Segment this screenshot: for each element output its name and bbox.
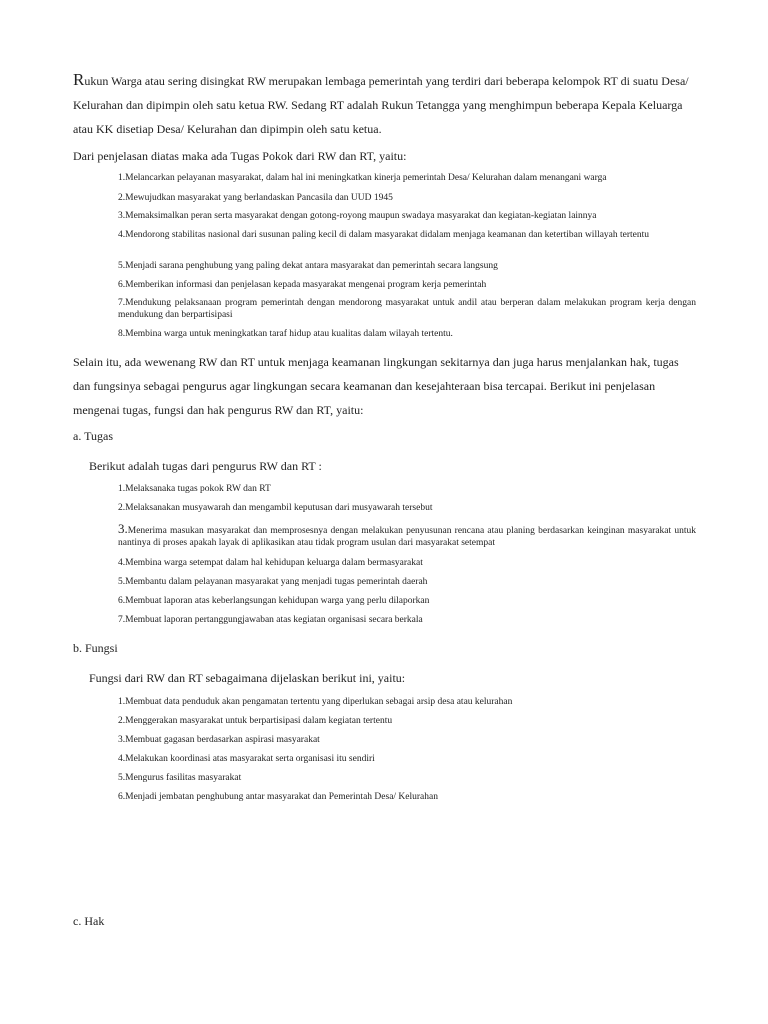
list-item bbox=[118, 523, 696, 549]
list-item: 5.Membantu dalam pelayanan masyarakat yang menjadi tugas pemerintah daerah bbox=[118, 577, 428, 587]
intro-paragraph bbox=[73, 68, 693, 141]
list-item: 1.Melancarkan pelayanan masyarakat, dalam hal ini meningkatkan kinerja pemerintah Desa/ Kelurahan dalam menangani warga bbox=[118, 173, 607, 183]
list-item: 2.Menggerakan masyarakat untuk berpartisipasi dalam kegiatan tertentu bbox=[118, 716, 393, 726]
tugas-lead: Berikut adalah tugas dari pengurus RW dan RT : bbox=[89, 459, 322, 473]
list-item: 6.Menjadi jembatan penghubung antar masyarakat dan Pemerintah Desa/ Kelurahan bbox=[118, 792, 438, 802]
list-item: 8.Membina warga untuk meningkatkan taraf hidup atau kualitas dalam wilayah tertentu. bbox=[118, 329, 453, 339]
list-item: 7.Mendukung pelaksanaan program pemerintah dengan mendorong masyarakat untuk andil atau berperan dalam melakukan program kerja dengan mendukung dan berpartisipasi bbox=[118, 298, 696, 320]
list-item: 1.Membuat data penduduk akan pengamatan tertentu yang diperlukan sebagai arsip desa atau kelurahan bbox=[118, 697, 513, 707]
list-item: 4.Mendorong stabilitas nasional dari susunan paling kecil di dalam masyarakat didalam menjaga keamanan dan ketertiban willayah tertentu bbox=[118, 230, 650, 240]
list-item: 3.Membuat gagasan berdasarkan aspirasi masyarakat bbox=[118, 735, 320, 745]
section-heading-tugas: a. Tugas bbox=[73, 429, 114, 443]
list-item: 1.Melaksanaka tugas pokok RW dan RT bbox=[118, 484, 271, 494]
section-heading-hak: c. Hak bbox=[73, 914, 105, 928]
intro-text: ukun Warga atau sering disingkat RW merupakan lembaga pemerintah yang terdiri dari beberapa kelompok RT di suatu Desa/ Kelurahan dan dipimpin oleh satu ketua RW. Sedang RT adalah Rukun Tetangga yang menghimpun beberapa Kepala Keluarga atau KK disetiap Desa/ Kelurahan dan dipimpin oleh satu ketua. bbox=[73, 74, 689, 136]
list-item: 5.Menjadi sarana penghubung yang paling dekat antara masyarakat dan pemerintah secara langsung bbox=[118, 261, 498, 271]
drop-cap: R bbox=[73, 70, 85, 89]
list-item: 2.Melaksanakan musyawarah dan mengambil keputusan dari musyawarah tersebut bbox=[118, 503, 433, 513]
selain-paragraph: Selain itu, ada wewenang RW dan RT untuk menjaga keamanan lingkungan sekitarnya dan juga harus menjalankan hak, tugas dan fungsinya sebagai pengurus agar lingkungan secara keamanan dan kesejahteraan bisa tercapai. Berikut ini penjelasan mengenai tugas, fungsi dan hak pengurus RW dan RT, yaitu: bbox=[73, 355, 679, 417]
list-item: 3.Memaksimalkan peran serta masyarakat dengan gotong-royong maupun swadaya masyarakat dan kegiatan-kegiatan lainnya bbox=[118, 211, 597, 221]
list-item: 4.Membina warga setempat dalam hal kehidupan keluarga dalam bermasyarakat bbox=[118, 558, 423, 568]
list-item-text: Menerima masukan masyarakat dan memprosesnya dengan melakukan penyusunan rencana atau planing berdasarkan keinginan masyarakat untuk nantinya di proses apakah layak di aplikasikan atau tidak program usulan dari masyarakat setempat bbox=[118, 526, 696, 548]
tugas-pokok-lead: Dari penjelasan diatas maka ada Tugas Pokok dari RW dan RT, yaitu: bbox=[73, 149, 407, 163]
list-item: 2.Mewujudkan masyarakat yang berlandaskan Pancasila dan UUD 1945 bbox=[118, 193, 393, 203]
list-item: 7.Membuat laporan pertanggungjawaban atas kegiatan organisasi secara berkala bbox=[118, 615, 423, 625]
section-heading-fungsi: b. Fungsi bbox=[73, 641, 118, 655]
fungsi-lead: Fungsi dari RW dan RT sebagaimana dijelaskan berikut ini, yaitu: bbox=[89, 671, 406, 685]
list-item: 4.Melakukan koordinasi atas masyarakat serta organisasi itu sendiri bbox=[118, 754, 375, 764]
list-item: 6.Membuat laporan atas keberlangsungan kehidupan warga yang perlu dilaporkan bbox=[118, 596, 430, 606]
list-item: 5.Mengurus fasilitas masyarakat bbox=[118, 773, 242, 783]
list-number: 3. bbox=[118, 521, 128, 536]
list-item: 6.Memberikan informasi dan penjelasan kepada masyarakat mengenai program kerja pemerintah bbox=[118, 280, 487, 290]
